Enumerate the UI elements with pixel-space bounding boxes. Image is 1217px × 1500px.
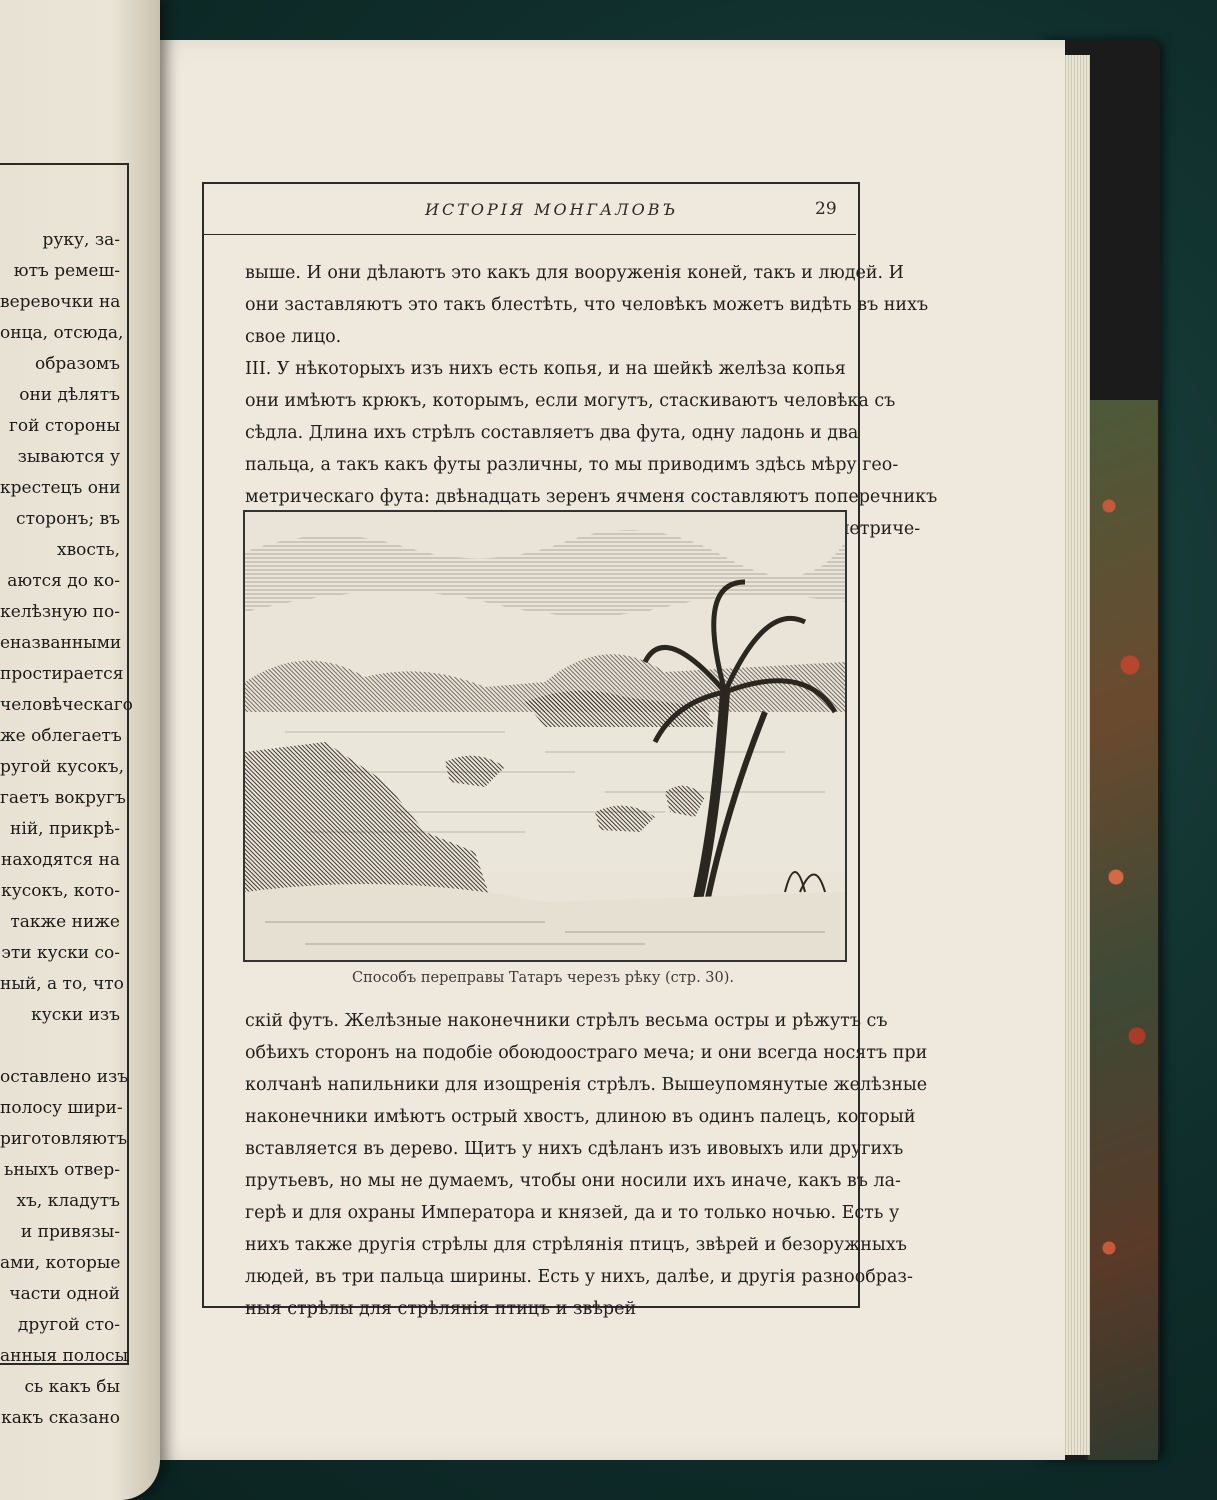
left-page-line	[0, 1031, 120, 1062]
text-line: герѣ и для охраны Императора и князей, да и то только ночью. Есть у	[245, 1203, 900, 1223]
left-page-line: еназванными	[0, 633, 122, 653]
text-line: свое лицо.	[245, 327, 342, 347]
text-line: пальца, а такъ какъ футы различны, то мы приводимъ здѣсь мѣру гео-	[245, 455, 899, 475]
text-line: скій футъ. Желѣзные наконечники стрѣлъ весьма остры и рѣжутъ съ	[245, 1011, 888, 1031]
engraving-illustration	[243, 510, 847, 962]
left-page-line: эти куски со-	[1, 943, 120, 963]
left-page-line: гой стороны	[8, 416, 120, 436]
left-page-line: ьныхъ отвер-	[4, 1160, 120, 1180]
text-line: вставляется въ дерево. Щитъ у нихъ сдѣланъ изъ ивовыхъ или другихъ	[245, 1139, 904, 1159]
left-page-line: также ниже	[10, 912, 120, 932]
running-head-title: ИСТОРІЯ МОНГАЛОВЪ	[425, 200, 679, 219]
text-line: выше. И они дѣлаютъ это какъ для вооруженія коней, такъ и людей. И	[245, 263, 904, 283]
left-page-line: ругой кусокъ,	[0, 757, 124, 777]
text-line: нихъ также другія стрѣлы для стрѣлянія птицъ, звѣрей и безоружныхъ	[245, 1235, 907, 1255]
left-page	[0, 0, 160, 1500]
left-page-line: кусокъ, кото-	[1, 881, 120, 901]
text-line: наконечники имѣютъ острый хвостъ, длиною въ одинъ палецъ, который	[245, 1107, 916, 1127]
left-page-line: оставлено изъ	[0, 1067, 129, 1087]
left-page-line: риготовляютъ	[0, 1129, 128, 1149]
left-page-line: полосу шири-	[0, 1098, 123, 1118]
paragraph-bottom	[245, 1005, 928, 1325]
left-page-line: образомъ	[34, 354, 120, 374]
page-number: 29	[815, 199, 837, 219]
left-page-line: человѣческаго	[0, 695, 133, 715]
left-page-line: ній, прикрѣ-	[10, 819, 120, 839]
left-page-line: гаетъ вокругъ	[0, 788, 126, 808]
figure-caption: Способъ переправы Татаръ черезъ рѣку (стр. 30).	[351, 970, 735, 986]
left-page-line: куски изъ	[31, 1005, 120, 1025]
text-line: прутьевъ, но мы не думаемъ, чтобы они носили ихъ иначе, какъ въ ла-	[245, 1171, 901, 1191]
left-page-line: келѣзную по-	[0, 602, 120, 622]
left-page-line: ютъ ремеш-	[13, 261, 120, 281]
left-page-line: аются до ко-	[7, 571, 120, 591]
left-page-line: другой сто-	[17, 1315, 120, 1335]
left-page-line: сь какъ бы	[24, 1377, 120, 1397]
text-line: ныя стрѣлы для стрѣлянія птицъ и звѣрей	[245, 1299, 637, 1319]
left-page-line: хъ, кладутъ	[16, 1191, 120, 1211]
left-page-line: же облегаетъ	[0, 726, 122, 746]
left-page-line: зываются у	[17, 447, 120, 467]
left-page-line: сторонъ; въ	[16, 509, 120, 529]
text-line: они заставляютъ это такъ блестѣть, что человѣкъ можетъ видѣть въ нихъ	[245, 295, 929, 315]
left-page-line: какъ сказано	[1, 1408, 120, 1428]
left-page-line: и привязы-	[20, 1222, 120, 1242]
left-page-line: ами, которые	[0, 1253, 121, 1273]
text-line: обѣихъ сторонъ на подобіе обоюдоостраго меча; и они всегда носятъ при	[245, 1043, 928, 1063]
left-page-line: хвость,	[57, 540, 120, 560]
left-page-line: веревочки на	[0, 292, 121, 312]
left-page-line: руку, за-	[42, 230, 120, 250]
text-line: людей, въ три пальца ширины. Есть у нихъ, далѣе, и другія разнообраз-	[245, 1267, 913, 1287]
left-page-line: крестецъ они	[0, 478, 121, 498]
left-page-line: части одной	[9, 1284, 120, 1304]
header-rule	[204, 234, 856, 235]
left-page-line: ный, а то, что	[0, 974, 124, 994]
left-page-line: анныя полосы	[0, 1346, 129, 1366]
text-line: метрическаго фута: двѣнадцать зеренъ ячменя составляютъ поперечникъ	[245, 487, 938, 507]
left-page-line: находятся на	[1, 850, 120, 870]
left-page-text	[0, 225, 133, 1434]
left-page-line: онца, отсюда,	[0, 323, 124, 343]
left-page-line: они дѣлятъ	[19, 385, 120, 405]
left-page-line: простирается	[0, 664, 124, 684]
text-line: колчанѣ напильники для изощренія стрѣлъ. Вышеупомянутые желѣзные	[245, 1075, 928, 1095]
text-line: III. У нѣкоторыхъ изъ нихъ есть копья, и на шейкѣ желѣза копья	[245, 359, 846, 379]
marbled-cover-edge	[1085, 400, 1158, 1460]
paragraph-top	[245, 257, 938, 545]
text-line: сѣдла. Длина ихъ стрѣлъ составляетъ два фута, одну ладонь и два	[245, 423, 859, 443]
text-line: они имѣютъ крюкъ, которымъ, если могутъ, стаскиваютъ человѣка съ	[245, 391, 896, 411]
